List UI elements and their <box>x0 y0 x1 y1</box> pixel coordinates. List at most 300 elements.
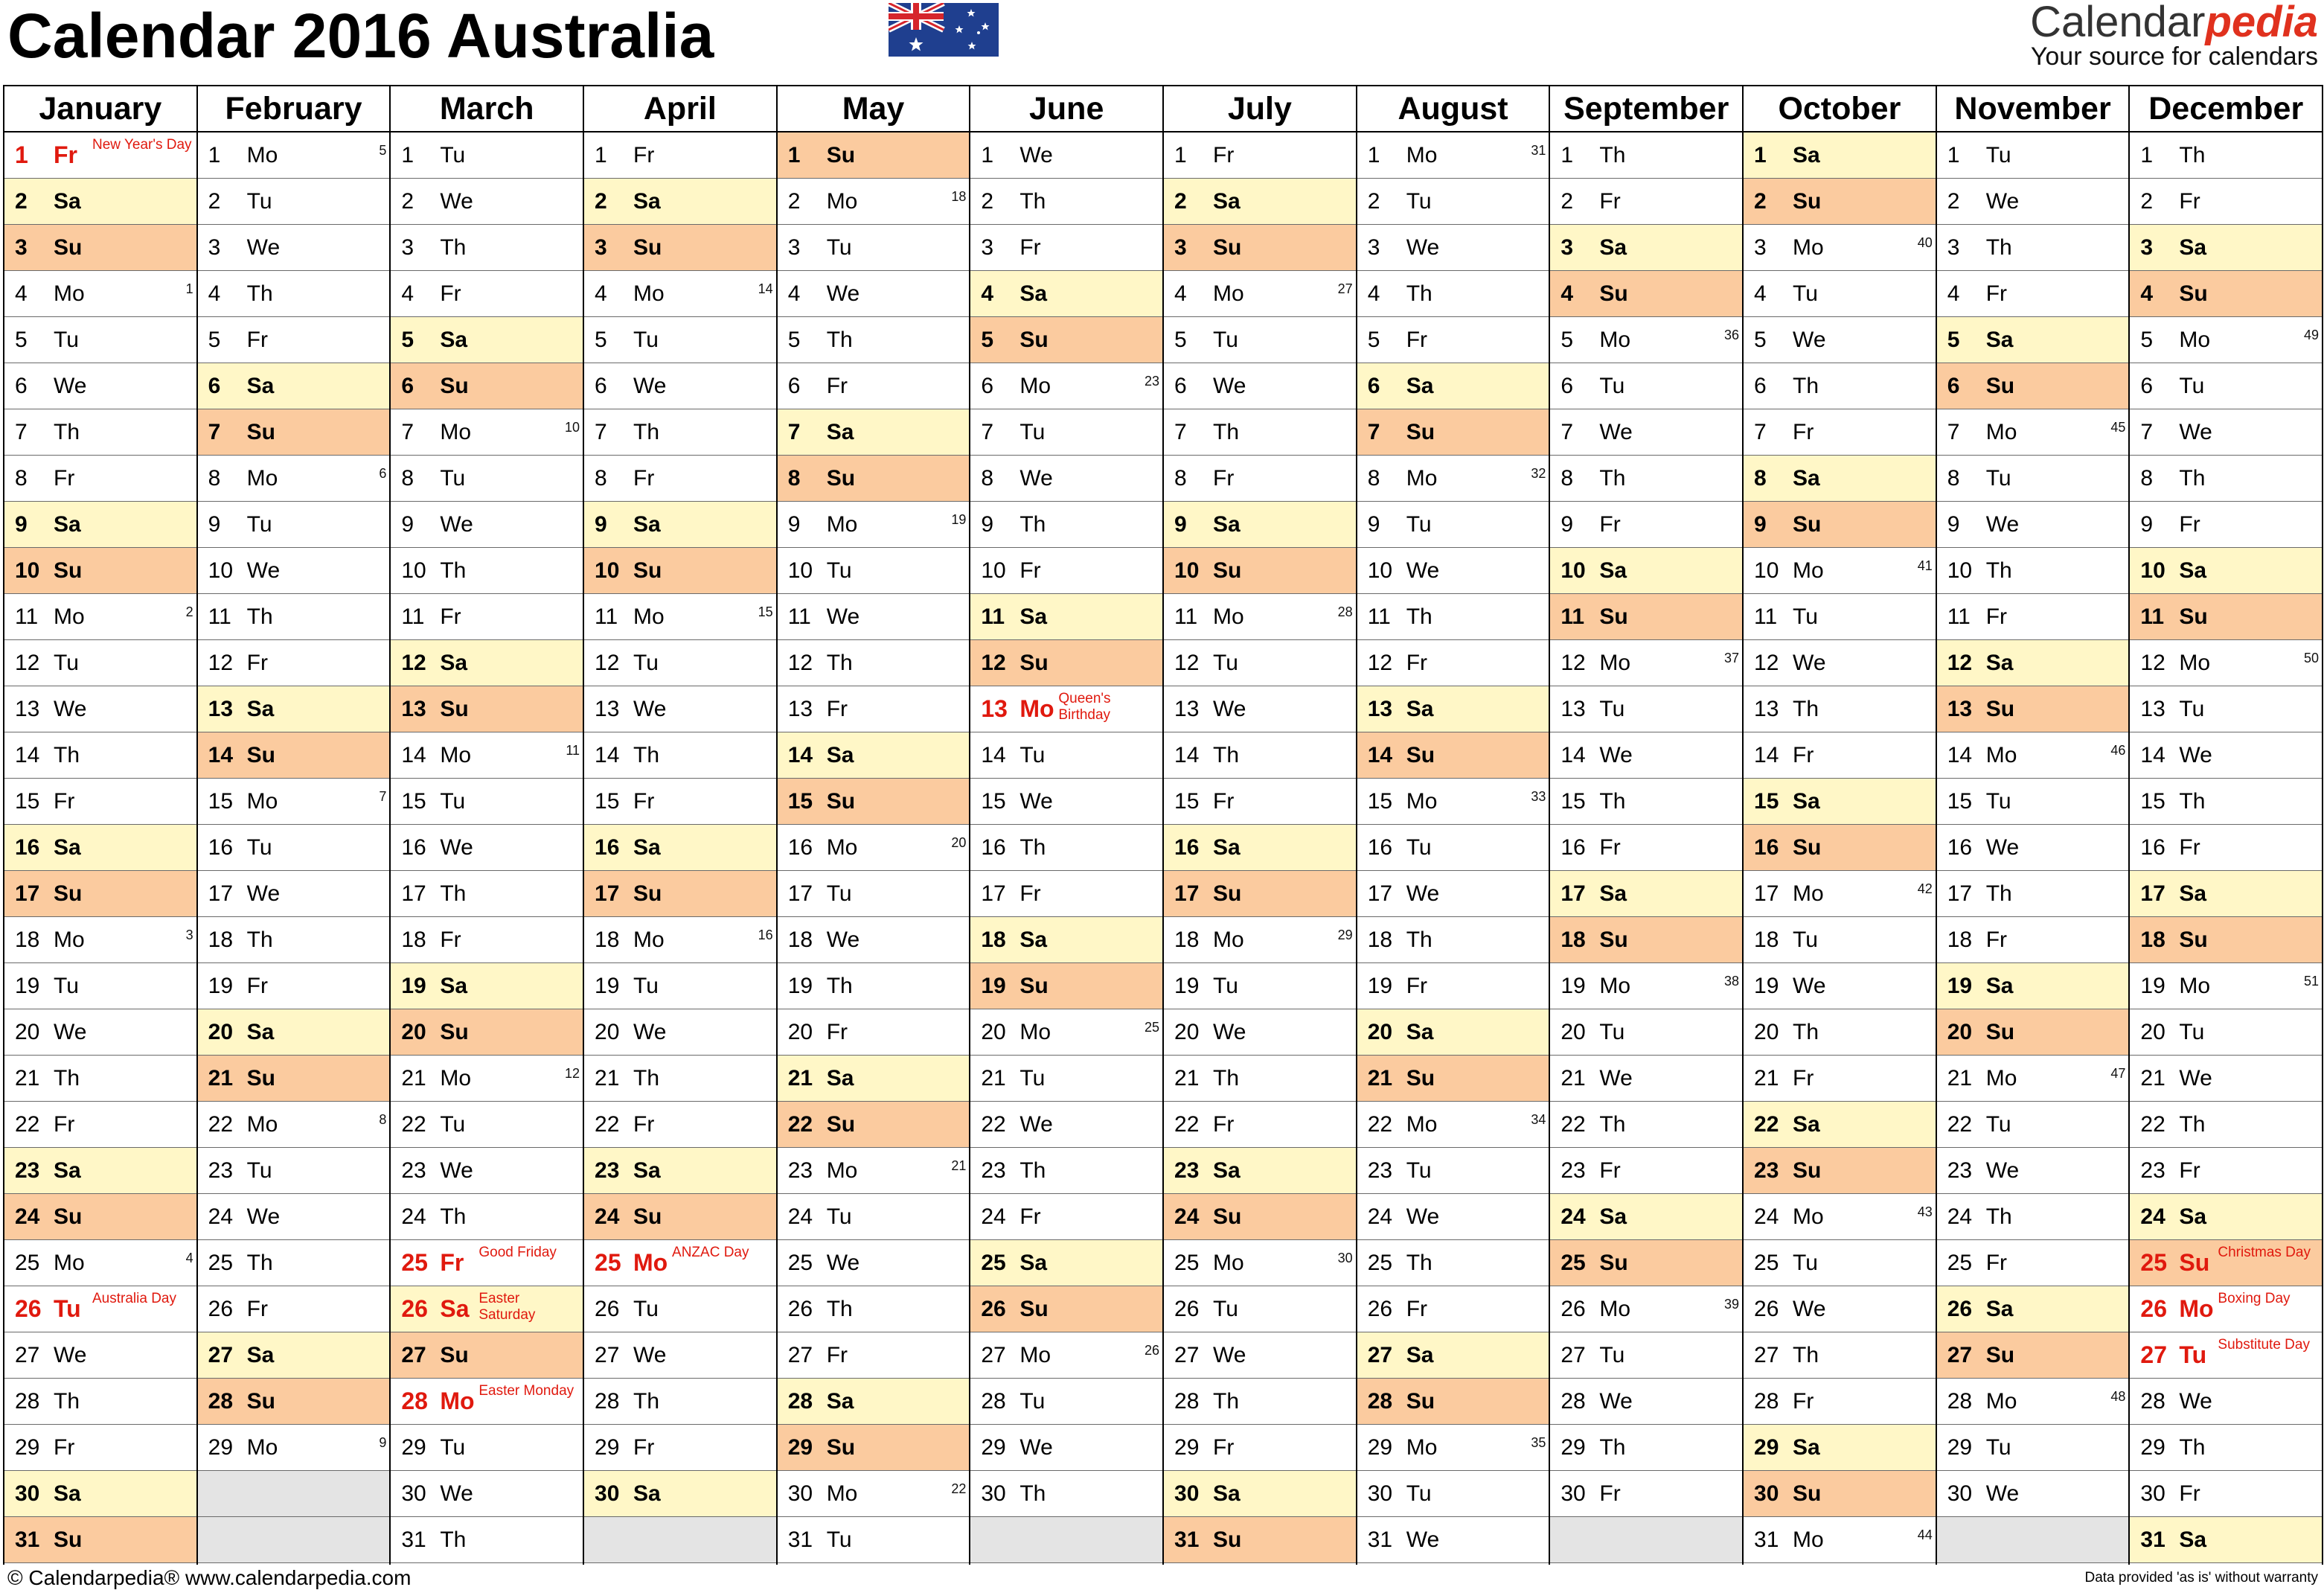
weekday: Mo <box>2179 1295 2214 1322</box>
day-cell <box>1164 917 1356 963</box>
day-number: 21 <box>1174 1065 1200 1091</box>
holiday-day-cell <box>391 1240 583 1286</box>
day-number: 26 <box>1367 1296 1393 1321</box>
day-cell <box>198 871 390 917</box>
day-number: 24 <box>787 1204 813 1229</box>
day-cell <box>198 409 390 456</box>
day-cell <box>778 409 970 456</box>
weekday: We <box>1599 419 1633 444</box>
empty-day-cell <box>1550 1517 1742 1563</box>
weekday: Fr <box>1406 327 1428 352</box>
day-cell <box>778 1148 970 1194</box>
day-cell <box>198 917 390 963</box>
weekday: Mo <box>440 1065 472 1091</box>
day-cell <box>1550 456 1742 502</box>
day-number: 5 <box>1754 327 1767 352</box>
week-number: 31 <box>1531 143 1546 158</box>
weekday: Mo <box>1793 234 1824 260</box>
day-number: 11 <box>787 604 811 629</box>
weekday: Th <box>1019 1158 1046 1183</box>
weekday: We <box>1406 1204 1440 1229</box>
weekday: Fr <box>826 1019 848 1044</box>
day-number: 20 <box>1367 1019 1393 1044</box>
day-cell <box>584 1332 776 1379</box>
day-cell <box>4 409 196 456</box>
day-cell <box>391 225 583 271</box>
day-cell <box>391 686 583 732</box>
week-number: 26 <box>1145 1343 1160 1358</box>
weekday: Th <box>826 973 853 998</box>
day-number: 27 <box>1174 1342 1200 1367</box>
day-cell <box>198 825 390 871</box>
day-cell <box>1550 502 1742 548</box>
day-number: 3 <box>1174 234 1187 260</box>
weekday: Mo <box>246 788 278 814</box>
day-number: 10 <box>981 558 1006 583</box>
day-number: 5 <box>787 327 801 352</box>
day-cell <box>391 963 583 1009</box>
day-cell <box>584 1102 776 1148</box>
day-number: 24 <box>1174 1204 1200 1229</box>
day-number: 17 <box>981 881 1006 906</box>
weekday: Fr <box>826 1342 848 1367</box>
day-cell <box>778 1009 970 1056</box>
week-number: 16 <box>758 928 773 942</box>
day-number: 21 <box>1754 1065 1779 1091</box>
week-number: 37 <box>1724 651 1740 665</box>
month-header: May <box>778 86 970 132</box>
day-number: 20 <box>1174 1019 1200 1044</box>
weekday: Tu <box>1019 742 1046 767</box>
day-cell <box>778 1194 970 1240</box>
weekday: We <box>2179 1388 2212 1414</box>
day-number: 23 <box>595 1158 620 1183</box>
day-cell <box>1164 640 1356 686</box>
week-number: 2 <box>185 604 193 619</box>
day-number: 30 <box>787 1481 813 1506</box>
day-cell <box>970 640 1162 686</box>
day-number: 23 <box>1947 1158 1973 1183</box>
day-cell <box>1937 271 2129 317</box>
day-cell <box>391 317 583 363</box>
weekday: Fr <box>54 141 77 168</box>
day-number: 12 <box>595 650 620 675</box>
weekday: Th <box>1793 1019 1819 1044</box>
day-number: 24 <box>401 1204 426 1229</box>
weekday: Mo <box>1793 1204 1824 1229</box>
weekday: Su <box>1213 881 1242 906</box>
holiday-name: Christmas Day <box>2218 1245 2311 1260</box>
day-cell <box>2130 1148 2322 1194</box>
day-cell <box>1744 317 1936 363</box>
day-number: 24 <box>208 1204 234 1229</box>
day-number: 30 <box>595 1481 620 1506</box>
day-number: 7 <box>1174 419 1187 444</box>
day-number: 6 <box>2140 373 2154 398</box>
day-cell <box>584 1471 776 1517</box>
weekday: Fr <box>246 327 268 352</box>
day-cell <box>1744 871 1936 917</box>
week-number: 7 <box>379 789 387 804</box>
day-number: 18 <box>1560 927 1586 952</box>
weekday: Mo <box>54 281 85 306</box>
weekday: Mo <box>1213 281 1244 306</box>
day-cell <box>1357 1240 1549 1286</box>
day-number: 26 <box>595 1296 620 1321</box>
weekday: Th <box>246 927 273 952</box>
day-cell <box>1550 548 1742 594</box>
day-cell <box>4 1148 196 1194</box>
day-number: 13 <box>1560 696 1586 721</box>
day-number: 27 <box>208 1342 234 1367</box>
month-column-april <box>584 86 778 1565</box>
weekday: We <box>1406 558 1440 583</box>
day-number: 2 <box>981 188 994 214</box>
weekday: We <box>826 927 860 952</box>
day-number: 3 <box>1947 234 1960 260</box>
weekday: Mo <box>2179 973 2211 998</box>
footer <box>0 1566 2324 1590</box>
week-number: 3 <box>185 928 193 942</box>
day-number: 25 <box>595 1249 621 1276</box>
day-cell <box>1357 871 1549 917</box>
week-number: 50 <box>2304 651 2320 665</box>
day-number: 22 <box>208 1111 234 1137</box>
day-cell <box>584 963 776 1009</box>
day-cell <box>778 456 970 502</box>
day-number: 7 <box>1367 419 1380 444</box>
month-column-august <box>1357 86 1551 1565</box>
day-cell <box>198 1286 390 1332</box>
day-number: 17 <box>15 881 40 906</box>
day-cell <box>2130 548 2322 594</box>
day-cell <box>198 502 390 548</box>
day-number: 3 <box>2140 234 2154 260</box>
day-number: 2 <box>1947 188 1960 214</box>
holiday-name: Easter Saturday <box>478 1291 536 1323</box>
day-number: 4 <box>401 281 414 306</box>
day-number: 26 <box>981 1296 1006 1321</box>
day-number: 31 <box>787 1527 813 1552</box>
weekday: Sa <box>1599 234 1627 260</box>
day-cell <box>2130 871 2322 917</box>
weekday: We <box>826 604 860 629</box>
page-title: Calendar 2016 Australia <box>7 1 714 71</box>
weekday: Tu <box>246 834 272 860</box>
day-cell <box>778 1332 970 1379</box>
day-cell <box>391 1056 583 1102</box>
weekday: Mo <box>826 1481 858 1506</box>
day-cell <box>2130 825 2322 871</box>
day-number: 16 <box>1560 834 1586 860</box>
day-number: 29 <box>1174 1434 1200 1460</box>
day-cell <box>391 409 583 456</box>
weekday: Mo <box>1793 558 1824 583</box>
weekday: Fr <box>1213 1111 1235 1137</box>
day-number: 16 <box>595 834 620 860</box>
weekday: Mo <box>1599 327 1631 352</box>
weekday: Sa <box>633 188 661 214</box>
weekday: Tu <box>1406 188 1432 214</box>
empty-day-cell <box>970 1517 1162 1563</box>
weekday: Fr <box>1213 1434 1235 1460</box>
day-number: 28 <box>2140 1388 2165 1414</box>
day-cell <box>1357 963 1549 1009</box>
day-cell <box>1937 132 2129 179</box>
day-number: 19 <box>401 973 426 998</box>
day-cell <box>1550 271 1742 317</box>
weekday: Tu <box>2179 1019 2205 1044</box>
weekday: Mo <box>1599 1296 1631 1321</box>
day-number: 28 <box>1560 1388 1586 1414</box>
day-number: 22 <box>1174 1111 1200 1137</box>
day-cell <box>391 1009 583 1056</box>
weekday: Sa <box>826 1065 854 1091</box>
day-number: 23 <box>1754 1158 1779 1183</box>
footer-disclaimer: Data provided 'as is' without warranty <box>2084 1570 2318 1586</box>
weekday: Fr <box>2179 511 2200 537</box>
day-cell <box>1164 1148 1356 1194</box>
day-cell <box>1550 409 1742 456</box>
day-number: 28 <box>401 1388 428 1414</box>
day-cell <box>778 1517 970 1563</box>
weekday: Sa <box>1793 1434 1820 1460</box>
day-number: 4 <box>2140 281 2154 306</box>
day-number: 17 <box>1754 881 1779 906</box>
day-number: 12 <box>208 650 234 675</box>
day-cell <box>1164 1009 1356 1056</box>
day-number: 7 <box>1560 419 1574 444</box>
day-cell <box>1164 1102 1356 1148</box>
day-cell <box>970 1425 1162 1471</box>
holiday-day-cell <box>4 132 196 179</box>
day-number: 15 <box>595 788 620 814</box>
holiday-day-cell <box>2130 1240 2322 1286</box>
weekday: Mo <box>1213 604 1244 629</box>
day-number: 4 <box>1754 281 1767 306</box>
day-number: 18 <box>208 927 234 952</box>
weekday: Th <box>826 327 853 352</box>
weekday: Th <box>54 419 80 444</box>
day-cell <box>584 1056 776 1102</box>
week-number: 48 <box>2110 1389 2126 1404</box>
day-number: 9 <box>1174 511 1187 537</box>
day-number: 15 <box>981 788 1006 814</box>
day-cell <box>1357 409 1549 456</box>
day-cell <box>1164 825 1356 871</box>
day-cell <box>970 132 1162 179</box>
day-number: 27 <box>981 1342 1006 1367</box>
weekday: Tu <box>440 465 466 491</box>
day-number: 31 <box>1174 1527 1200 1552</box>
day-number: 9 <box>1947 511 1960 537</box>
weekday: Tu <box>246 188 272 214</box>
weekday: Fr <box>826 696 848 721</box>
day-cell <box>4 594 196 640</box>
weekday: Fr <box>633 142 655 167</box>
day-number: 18 <box>1947 927 1973 952</box>
header <box>0 0 2324 83</box>
holiday-name: Queen's Birthday <box>1058 691 1111 723</box>
day-number: 14 <box>1174 742 1200 767</box>
day-cell <box>584 225 776 271</box>
day-number: 12 <box>1560 650 1586 675</box>
day-number: 8 <box>2140 465 2154 491</box>
day-number: 25 <box>1174 1250 1200 1275</box>
week-number: 14 <box>758 281 773 296</box>
day-number: 12 <box>1754 650 1779 675</box>
day-cell <box>1164 871 1356 917</box>
day-number: 4 <box>1947 281 1960 306</box>
day-cell <box>1550 1379 1742 1425</box>
weekday: Fr <box>1793 419 1814 444</box>
weekday: Tu <box>2179 1341 2207 1368</box>
day-cell <box>778 917 970 963</box>
day-number: 28 <box>15 1388 40 1414</box>
day-cell <box>778 225 970 271</box>
day-number: 19 <box>1560 973 1586 998</box>
week-number: 46 <box>2110 743 2126 758</box>
day-cell <box>1357 1009 1549 1056</box>
weekday: Th <box>1599 1434 1626 1460</box>
day-cell <box>1550 1102 1742 1148</box>
weekday: Sa <box>2179 1527 2207 1552</box>
weekday: Fr <box>1985 927 2008 952</box>
day-cell <box>1164 1379 1356 1425</box>
day-cell <box>2130 502 2322 548</box>
month-header: August <box>1357 86 1549 132</box>
day-number: 4 <box>15 281 28 306</box>
weekday: Sa <box>54 1481 81 1506</box>
weekday: Tu <box>1406 1481 1432 1506</box>
weekday: Fr <box>1599 1158 1621 1183</box>
day-number: 12 <box>981 650 1006 675</box>
weekday: Fr <box>440 281 461 306</box>
week-number: 44 <box>1917 1527 1933 1542</box>
day-cell <box>584 1286 776 1332</box>
weekday: Th <box>440 558 467 583</box>
day-number: 16 <box>981 834 1006 860</box>
day-cell <box>1164 363 1356 409</box>
weekday: We <box>1985 1158 2020 1183</box>
weekday: Sa <box>440 327 468 352</box>
day-cell <box>1550 732 1742 779</box>
day-cell <box>970 548 1162 594</box>
day-number: 13 <box>15 696 40 721</box>
day-number: 26 <box>2140 1295 2167 1322</box>
day-number: 27 <box>595 1342 620 1367</box>
day-cell <box>1937 917 2129 963</box>
day-number: 10 <box>1947 558 1973 583</box>
day-cell <box>391 1102 583 1148</box>
day-number: 19 <box>981 973 1006 998</box>
day-number: 14 <box>15 742 40 767</box>
day-number: 1 <box>1174 142 1187 167</box>
day-number: 26 <box>15 1295 42 1322</box>
month-column-july <box>1164 86 1357 1565</box>
day-cell <box>1744 1102 1936 1148</box>
weekday: Tu <box>1213 1296 1238 1321</box>
weekday: Su <box>1793 834 1822 860</box>
day-cell <box>970 1102 1162 1148</box>
weekday: Mo <box>1406 465 1438 491</box>
week-number: 51 <box>2304 974 2320 989</box>
weekday: Sa <box>246 696 275 721</box>
day-number: 21 <box>1947 1065 1973 1091</box>
day-number: 26 <box>1947 1296 1973 1321</box>
weekday: We <box>1019 465 1053 491</box>
weekday: Sa <box>1985 1296 2014 1321</box>
day-number: 18 <box>595 927 620 952</box>
weekday: Sa <box>1599 558 1627 583</box>
weekday: We <box>440 188 473 214</box>
weekday: Sa <box>2179 881 2207 906</box>
weekday: Fr <box>1019 881 1041 906</box>
day-number: 11 <box>981 604 1005 629</box>
day-number: 8 <box>1560 465 1574 491</box>
day-cell <box>584 548 776 594</box>
day-cell <box>4 1240 196 1286</box>
day-number: 24 <box>595 1204 620 1229</box>
weekday: Sa <box>1213 1158 1241 1183</box>
day-number: 2 <box>401 188 414 214</box>
day-cell <box>1937 363 2129 409</box>
day-cell <box>1744 917 1936 963</box>
day-number: 3 <box>1754 234 1767 260</box>
day-cell <box>1937 779 2129 825</box>
day-number: 3 <box>15 234 28 260</box>
weekday: Th <box>1406 927 1433 952</box>
weekday: Sa <box>1793 788 1820 814</box>
day-cell <box>1937 409 2129 456</box>
day-cell <box>1744 1286 1936 1332</box>
day-cell <box>1164 1471 1356 1517</box>
weekday: Tu <box>1985 1111 2011 1137</box>
month-header: July <box>1164 86 1356 132</box>
day-number: 9 <box>981 511 994 537</box>
day-number: 21 <box>1367 1065 1393 1091</box>
day-cell <box>391 502 583 548</box>
day-cell <box>1937 594 2129 640</box>
day-number: 13 <box>1754 696 1779 721</box>
week-number: 4 <box>185 1251 193 1265</box>
day-cell <box>970 1240 1162 1286</box>
day-number: 13 <box>1947 696 1973 721</box>
day-number: 11 <box>208 604 231 629</box>
day-number: 8 <box>208 465 221 491</box>
day-number: 8 <box>1947 465 1960 491</box>
week-number: 6 <box>379 466 387 481</box>
holiday-day-cell <box>970 686 1162 732</box>
day-cell <box>970 871 1162 917</box>
weekday: Su <box>2179 1249 2210 1276</box>
weekday: Sa <box>633 1158 661 1183</box>
weekday: Tu <box>1406 1158 1432 1183</box>
week-number: 12 <box>564 1066 580 1081</box>
day-cell <box>1550 1056 1742 1102</box>
weekday: We <box>54 1342 87 1367</box>
day-cell <box>1550 779 1742 825</box>
day-cell <box>970 1286 1162 1332</box>
day-number: 1 <box>15 141 28 168</box>
day-number: 4 <box>208 281 221 306</box>
day-number: 29 <box>787 1434 813 1460</box>
day-number: 15 <box>1367 788 1393 814</box>
day-cell <box>198 317 390 363</box>
holiday-day-cell <box>2130 1332 2322 1379</box>
day-cell <box>2130 640 2322 686</box>
weekday: Su <box>2179 927 2208 952</box>
